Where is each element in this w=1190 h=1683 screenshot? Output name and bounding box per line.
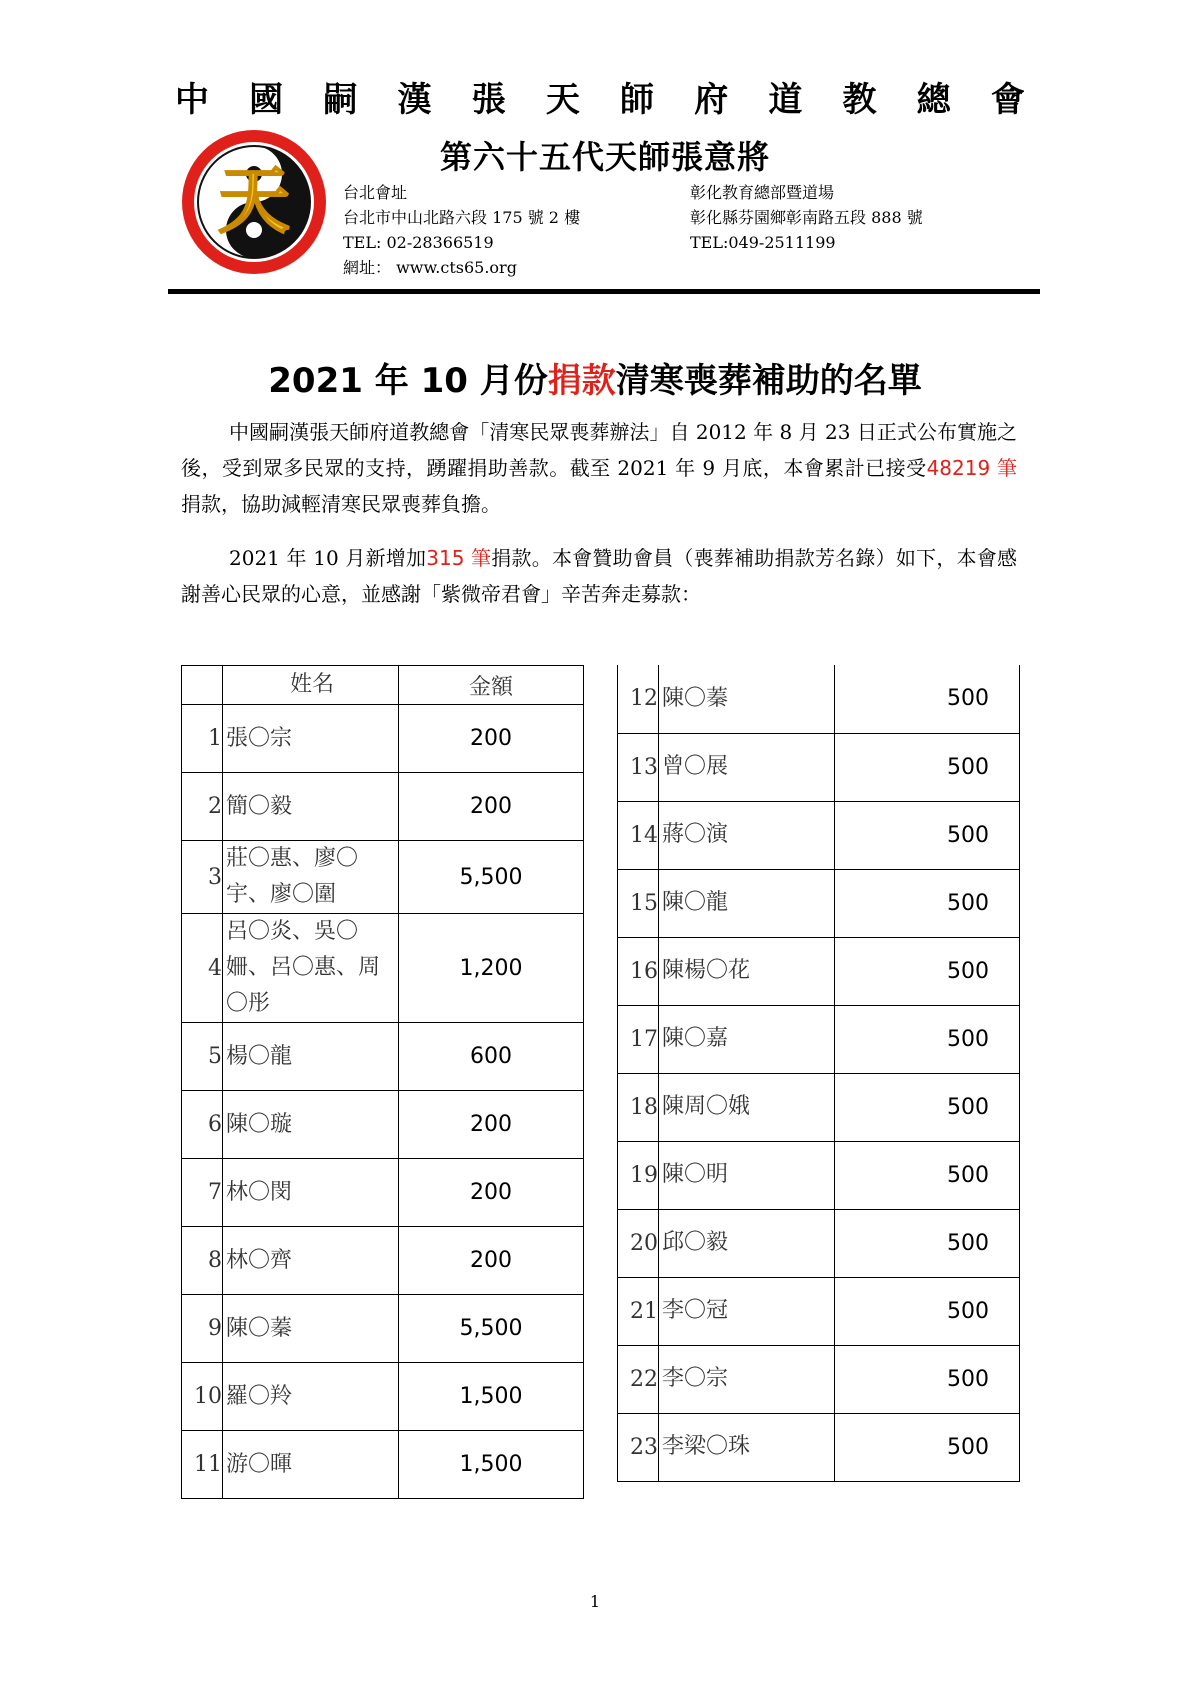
row-amount: 500: [835, 1209, 1020, 1277]
table-row: [618, 1209, 1020, 1277]
row-amount: 200: [399, 773, 584, 841]
table-row: [618, 937, 1020, 1005]
row-amount: 500: [835, 1345, 1020, 1413]
header-amount: 金額: [399, 666, 584, 705]
row-no: 20: [618, 1209, 659, 1277]
table-row: [618, 801, 1020, 869]
row-no: 21: [618, 1277, 659, 1345]
header-no: [182, 666, 223, 705]
row-no: 19: [618, 1141, 659, 1209]
row-no: 1: [182, 705, 223, 773]
row-no: 11: [182, 1431, 223, 1499]
row-no: 3: [182, 841, 223, 914]
org-title-char: 中: [175, 80, 209, 120]
row-amount: 600: [399, 1023, 584, 1091]
row-amount: 500: [835, 1413, 1020, 1481]
row-no: 12: [618, 665, 659, 733]
monthly-paragraph: [181, 540, 1017, 612]
website: 網址： www.cts65.org: [343, 258, 517, 277]
yin-yang-logo-icon: [180, 128, 328, 276]
row-no: 8: [182, 1227, 223, 1295]
row-name: 張〇宗: [223, 705, 399, 773]
document-title: [0, 353, 1190, 402]
table-header-row: [182, 666, 584, 705]
row-name: 陳〇蓁: [659, 665, 835, 733]
org-title-char: 會: [990, 80, 1025, 120]
row-name: 林〇齊: [223, 1227, 399, 1295]
title-part2: 清寒喪葬補助的名單: [615, 361, 922, 401]
row-amount: 1,500: [399, 1363, 584, 1431]
changhua-label: 彰化教育總部暨道場: [690, 183, 835, 202]
row-amount: 500: [835, 733, 1020, 801]
row-amount: 5,500: [399, 841, 584, 914]
org-title-char: 總: [916, 80, 951, 120]
row-amount: 5,500: [399, 1295, 584, 1363]
total-count: 48219 筆: [926, 456, 1018, 480]
row-amount: 500: [835, 665, 1020, 733]
org-title-char: 張: [471, 80, 506, 120]
changhua-address: 彰化縣芬園鄉彰南路五段 888 號: [690, 208, 923, 227]
intro-paragraph: [181, 414, 1017, 522]
org-title-char: 教: [842, 80, 877, 120]
table-row: [182, 1159, 584, 1227]
table-row: [182, 1091, 584, 1159]
row-name: 陳〇龍: [659, 869, 835, 937]
table-row: [182, 1295, 584, 1363]
table-row: [182, 1431, 584, 1499]
title-part1: 2021 年 10 月份: [268, 361, 548, 401]
p1-text-b: 捐款，協助減輕清寒民眾喪葬負擔。: [181, 492, 501, 516]
org-title-char: 嗣: [323, 80, 358, 120]
row-no: 23: [618, 1413, 659, 1481]
table-row: [618, 1413, 1020, 1481]
row-name: 蔣〇演: [659, 801, 835, 869]
row-amount: 200: [399, 1227, 584, 1295]
table-row: [182, 841, 584, 914]
row-no: 22: [618, 1345, 659, 1413]
table-row: [182, 773, 584, 841]
monthly-count: 315 筆: [426, 546, 492, 570]
table-row: [618, 1073, 1020, 1141]
row-no: 9: [182, 1295, 223, 1363]
header-divider: [168, 289, 1040, 294]
row-name: 陳〇蓁: [223, 1295, 399, 1363]
row-no: 2: [182, 773, 223, 841]
row-name: 李〇宗: [659, 1345, 835, 1413]
table-row: [182, 1227, 584, 1295]
org-title-char: 國: [249, 80, 284, 120]
row-name: 曾〇展: [659, 733, 835, 801]
row-name: 李梁〇珠: [659, 1413, 835, 1481]
row-amount: 500: [835, 1005, 1020, 1073]
row-amount: 500: [835, 869, 1020, 937]
row-name: 陳〇嘉: [659, 1005, 835, 1073]
subtitle: 第六十五代天師張意將: [440, 138, 771, 176]
row-name: 簡〇毅: [223, 773, 399, 841]
row-name: 莊〇惠、廖〇宇、廖〇圍: [223, 841, 399, 914]
row-no: 10: [182, 1363, 223, 1431]
row-name: 陳楊〇花: [659, 937, 835, 1005]
row-name: 楊〇龍: [223, 1023, 399, 1091]
taipei-label: 台北會址: [343, 183, 408, 202]
org-title-char: 師: [620, 80, 655, 120]
row-no: 17: [618, 1005, 659, 1073]
row-name: 呂〇炎、吳〇姍、呂〇惠、周〇彤: [223, 914, 399, 1023]
p2-text-a: 2021 年 10 月新增加: [229, 546, 427, 570]
row-no: 16: [618, 937, 659, 1005]
changhua-address-block: [690, 180, 923, 255]
table-row: [182, 705, 584, 773]
title-highlight: 捐款: [547, 361, 616, 401]
row-name: 陳周〇娥: [659, 1073, 835, 1141]
row-no: 5: [182, 1023, 223, 1091]
row-amount: 1,200: [399, 914, 584, 1023]
row-amount: 500: [835, 937, 1020, 1005]
table-row: [618, 1005, 1020, 1073]
row-name: 羅〇羚: [223, 1363, 399, 1431]
table-row: [618, 1277, 1020, 1345]
table-row: [182, 1363, 584, 1431]
row-no: 14: [618, 801, 659, 869]
row-name: 林〇閔: [223, 1159, 399, 1227]
row-amount: 500: [835, 801, 1020, 869]
logo-char: 天: [217, 158, 291, 243]
row-amount: 500: [835, 1073, 1020, 1141]
row-amount: 200: [399, 705, 584, 773]
row-amount: 1,500: [399, 1431, 584, 1499]
donor-table-right: [617, 665, 1020, 1482]
org-title-char: 府: [694, 80, 729, 120]
table-row: [182, 914, 584, 1023]
changhua-tel: TEL:049-2511199: [690, 233, 836, 252]
table-row: [618, 1345, 1020, 1413]
row-amount: 200: [399, 1159, 584, 1227]
table-row: [618, 665, 1020, 733]
row-amount: 500: [835, 1141, 1020, 1209]
row-no: 15: [618, 869, 659, 937]
table-row: [618, 869, 1020, 937]
org-title: [175, 72, 1025, 121]
row-amount: 500: [835, 1277, 1020, 1345]
donor-table-left: [181, 665, 584, 1499]
header-name: 姓名: [223, 666, 399, 705]
taipei-address-block: [343, 180, 580, 280]
p1-text-a: 中國嗣漢張天師府道教總會「清寒民眾喪葬辦法」自 2012 年 8 月 23 日正式公布實施之後，受到眾多民眾的支持，踴躍捐助善款。截至 2021 年 9 月底，本會累計已接受: [181, 420, 1017, 480]
taipei-tel: TEL: 02-28366519: [343, 233, 494, 252]
row-no: 18: [618, 1073, 659, 1141]
row-name: 陳〇璇: [223, 1091, 399, 1159]
table-row: [618, 733, 1020, 801]
row-no: 4: [182, 914, 223, 1023]
org-title-char: 漢: [397, 80, 432, 120]
p2-text-b: 捐款。本會贊助會員（喪葬補助捐款芳名錄）如下，本會感謝善心民眾的心意，並感謝「紫微帝君會」辛苦奔走募款：: [181, 546, 1018, 606]
table-row: [618, 1141, 1020, 1209]
row-amount: 200: [399, 1091, 584, 1159]
row-no: 7: [182, 1159, 223, 1227]
page-number: 1: [589, 1592, 601, 1611]
row-name: 游〇暉: [223, 1431, 399, 1499]
row-no: 6: [182, 1091, 223, 1159]
table-row: [182, 1023, 584, 1091]
row-name: 李〇冠: [659, 1277, 835, 1345]
row-name: 陳〇明: [659, 1141, 835, 1209]
org-title-char: 天: [545, 80, 580, 120]
row-name: 邱〇毅: [659, 1209, 835, 1277]
taipei-address: 台北市中山北路六段 175 號 2 樓: [343, 208, 581, 227]
row-no: 13: [618, 733, 659, 801]
org-title-char: 道: [768, 80, 803, 120]
